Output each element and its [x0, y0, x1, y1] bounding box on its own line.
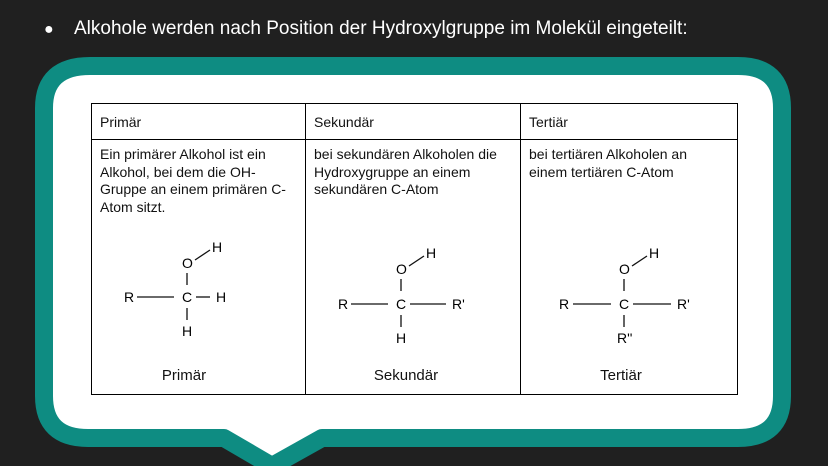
bond-o-h [409, 256, 424, 266]
alcohol-classification-table [91, 103, 738, 395]
cell-primaer [92, 140, 306, 395]
atom-right: R' [677, 296, 690, 312]
atom-right: H [216, 289, 227, 305]
atom-right: R' [452, 296, 465, 312]
atom-bottom: H [396, 330, 407, 346]
bullet-icon: ● [44, 21, 54, 38]
atom-o: O [182, 255, 193, 271]
bond-o-h [195, 250, 210, 260]
cell-sekundaer [306, 140, 521, 395]
atom-h-top: H [212, 240, 223, 255]
caption-tertiaer: Tertiär [600, 366, 642, 384]
table-body-row [92, 140, 738, 395]
table-header-row [92, 104, 738, 140]
atom-h-top: H [426, 245, 437, 261]
cell-tertiaer [521, 140, 738, 395]
atom-r: R [559, 296, 570, 312]
description-sekundaer: bei sekundären Alkoholen die Hydroxygruppe an einem sekundären C-Atom [314, 146, 497, 197]
header-cell-tertiaer: Tertiär [521, 104, 738, 140]
caption-primaer: Primär [161, 366, 207, 384]
description-primaer: Ein primärer Alkohol ist ein Alkohol, bei dem die OH-Gruppe an einem primären C-Atom sitzt. [100, 146, 286, 215]
atom-c: C [182, 289, 193, 305]
atom-h-top: H [649, 245, 660, 261]
bond-o-h [632, 256, 647, 266]
header-text: Alkohole werden nach Position der Hydroxylgruppe im Molekül eingeteilt: [74, 18, 688, 39]
atom-r: R [124, 289, 135, 305]
atom-r: R [338, 296, 349, 312]
header-bullet-line [44, 18, 688, 40]
header-cell-primaer: Primär [92, 104, 306, 140]
caption-sekundaer: Sekundär [373, 366, 439, 384]
atom-c: C [619, 296, 630, 312]
description-tertiaer: bei tertiären Alkoholen an einem tertiären C-Atom [529, 146, 687, 180]
header-cell-sekundaer: Sekundär [306, 104, 521, 140]
atom-c: C [396, 296, 407, 312]
atom-bottom: H [182, 323, 193, 339]
atom-o: O [619, 261, 630, 277]
atom-bottom: R'' [617, 330, 633, 346]
atom-o: O [396, 261, 407, 277]
